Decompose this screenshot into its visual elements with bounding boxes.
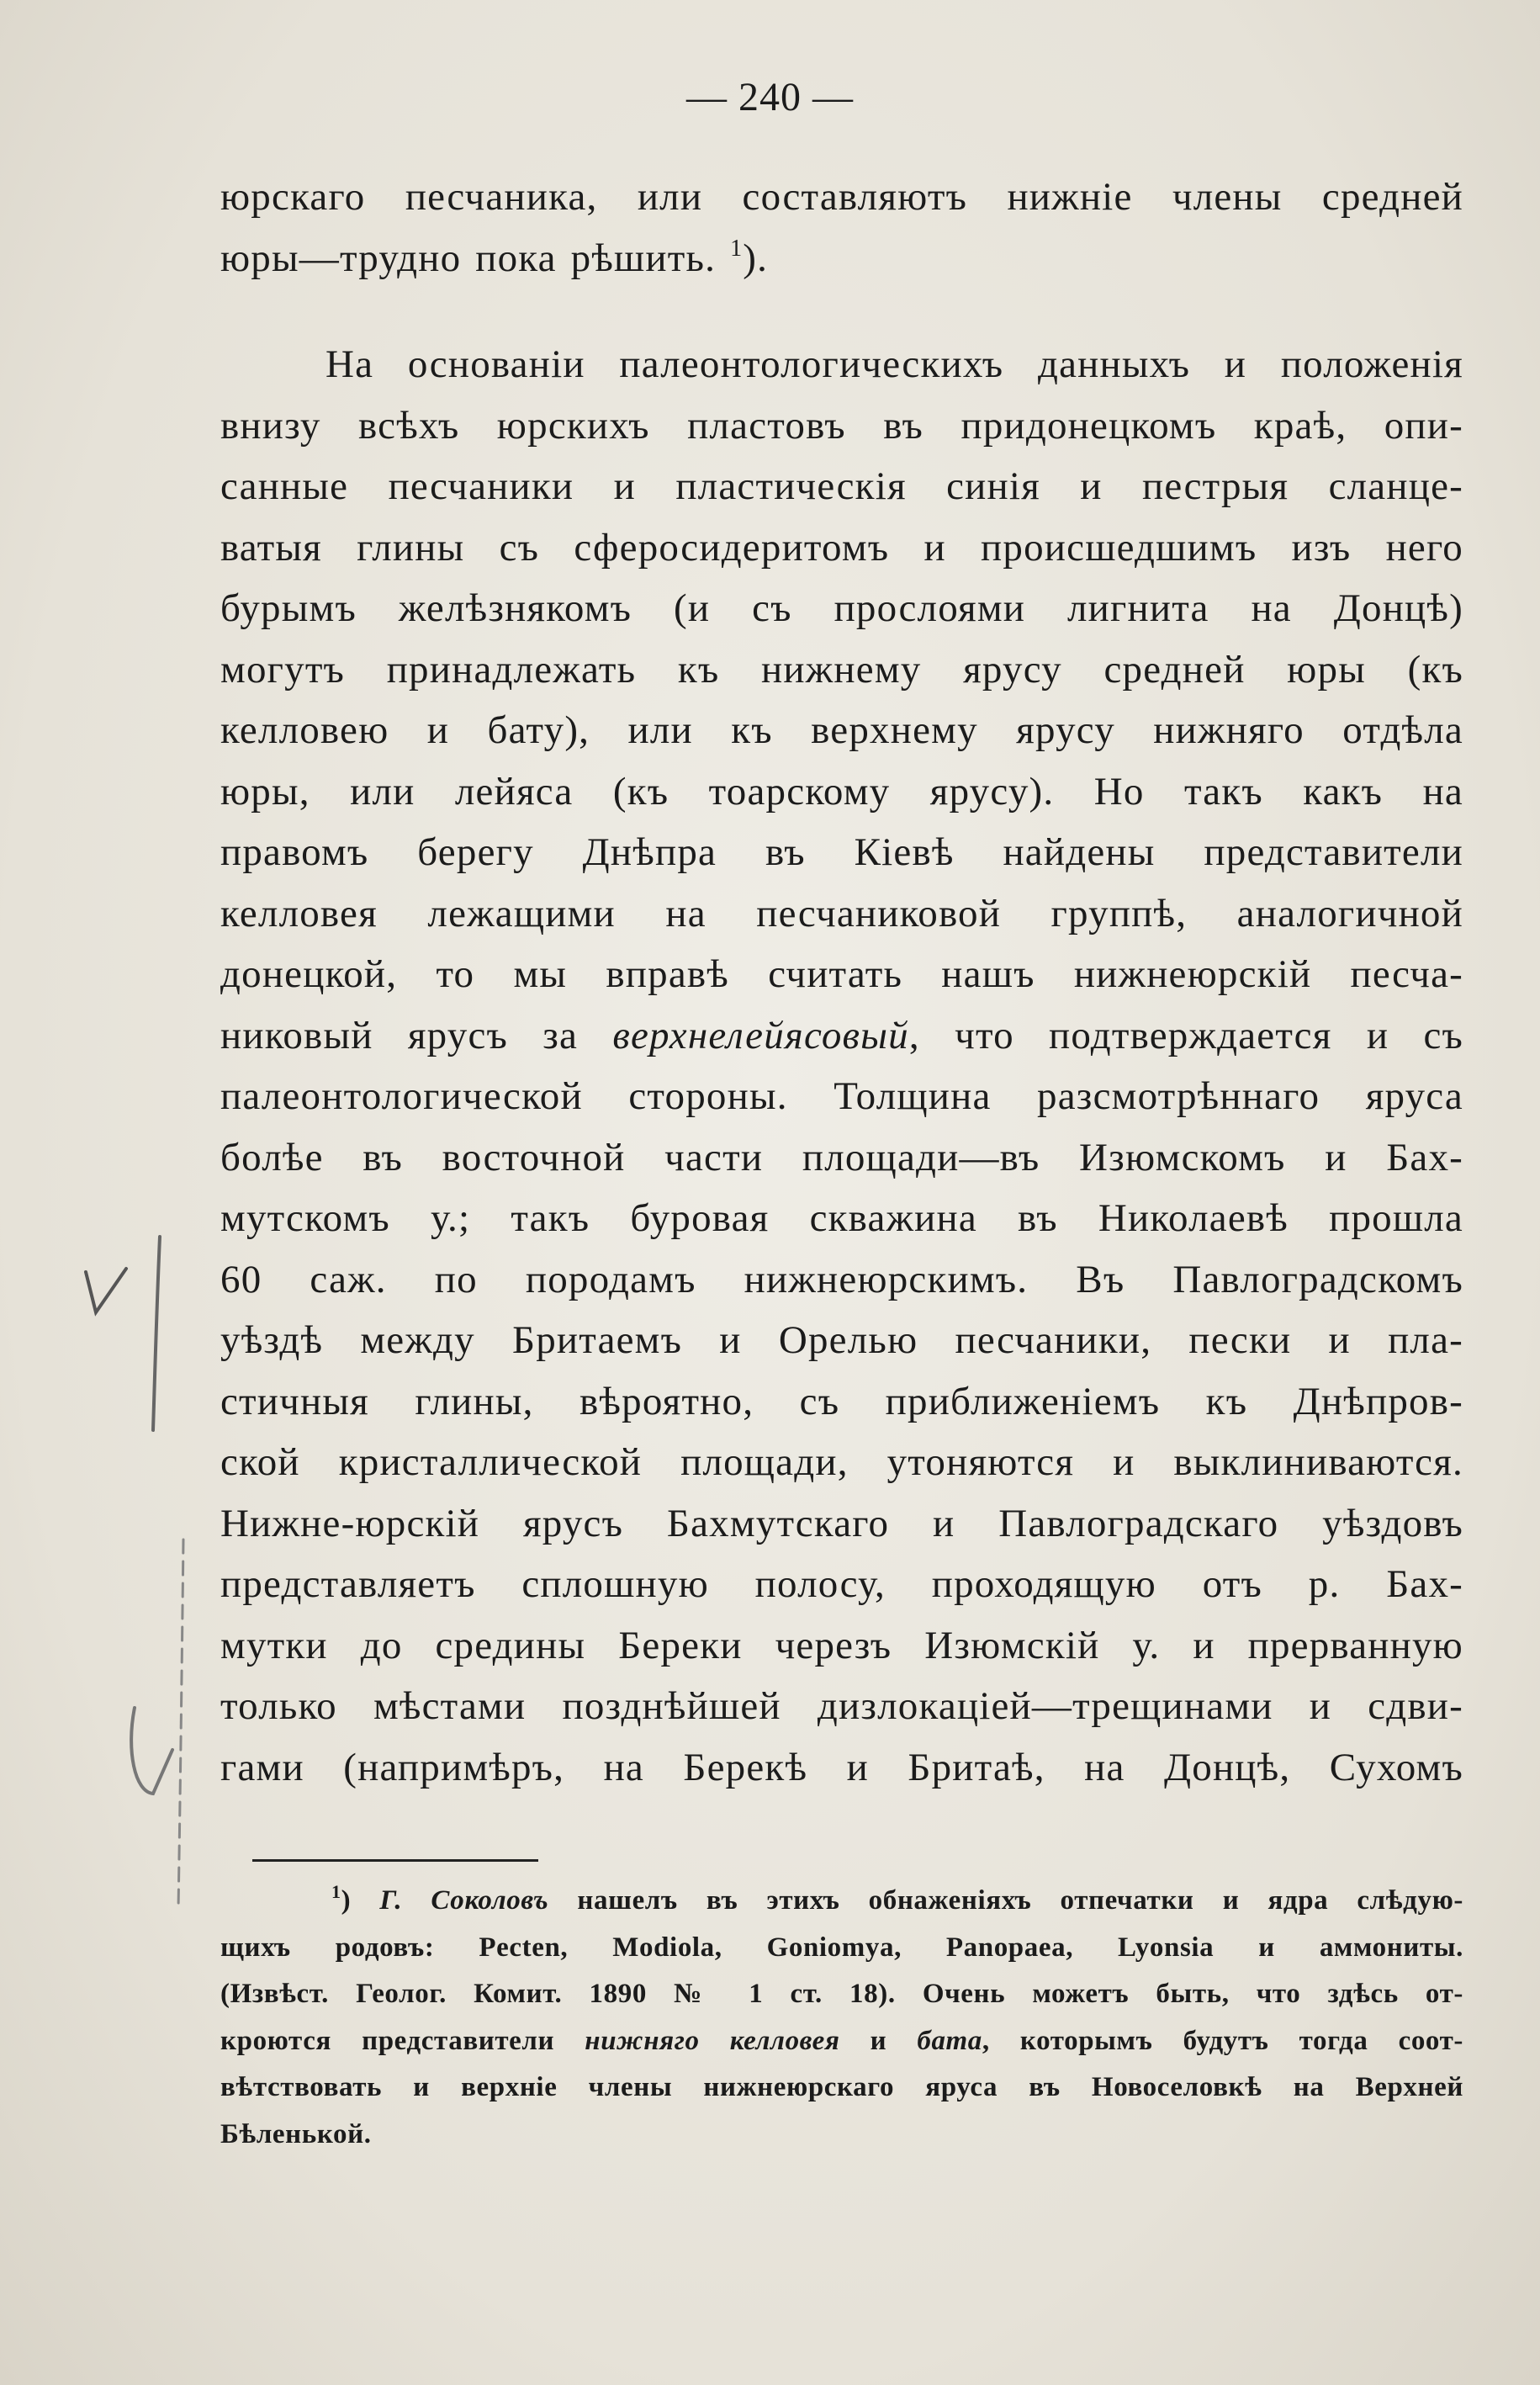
pencil-bracket-mark [131, 1708, 172, 1794]
pencil-margin-marks [0, 0, 252, 2385]
text-line: юры, или лейяса (къ тоарскому ярусу). Но такъ какъ на [220, 769, 1463, 814]
text-fragment: никовый ярусъ за [220, 1013, 579, 1057]
text-line: уѣздѣ между Бритаемъ и Орелью песчаники, пески и пла- [220, 1318, 1463, 1362]
text-line: мутки до средины Береки черезъ Изюмскій у. и прерванную [220, 1623, 1463, 1667]
text-line: 60 саж. по породамъ нижнеюрскимъ. Въ Павлоградскомъ [220, 1257, 1463, 1301]
text-line: только мѣстами позднѣйшей дизлокаціей—трещинами и сдви- [220, 1684, 1463, 1728]
text-line [220, 1005, 1463, 1067]
text-fragment: , которымъ будутъ тогда соот- [982, 2025, 1463, 2056]
text-line: ской кристаллической площади, утоняются и выклиниваются. [220, 1440, 1463, 1484]
text-fragment: нашелъ въ этихъ обнаженіяхъ отпечатки и ядра слѣдую- [577, 1885, 1463, 1916]
text-fragment: ). [743, 236, 769, 280]
text-fragment: юры—трудно пока рѣшить. [220, 236, 717, 280]
footnote-marker: 1 [331, 1881, 341, 1902]
pencil-checkmark-icon [86, 1269, 126, 1312]
text-line: ватыя глины съ сферосидеритомъ и происшедшимъ изъ него [220, 525, 1463, 570]
text-line: Нижне-юрскій ярусъ Бахмутскаго и Павлоградскаго уѣздовъ [220, 1501, 1463, 1545]
text-line: правомъ берегу Днѣпра въ Кіевѣ найдены представители [220, 830, 1463, 874]
text-line: могутъ принадлежать къ нижнему ярусу средней юры (къ [220, 647, 1463, 692]
text-line: юрскаго песчаника, или составляютъ нижніе члены средней [220, 175, 1463, 219]
footnote-marker-close: ) [341, 1885, 352, 1916]
text-line: санные песчаники и пластическія синія и пестрыя сланце- [220, 464, 1463, 508]
pencil-line-mark [178, 1540, 183, 1910]
paragraph-first-line: На основаніи палеонтологическихъ данныхъ и положенія [325, 342, 1463, 386]
text-line: болѣе въ восточной части площади—въ Изюмскомъ и Бах- [220, 1135, 1463, 1179]
text-line [220, 228, 1463, 289]
footnote-reference[interactable]: 1 [730, 235, 744, 262]
text-line: бурымъ желѣзнякомъ (и съ прослоями лигнита на Донцѣ) [220, 586, 1463, 630]
text-fragment: кроются представители [220, 2025, 555, 2056]
footnote-line: Бѣленькой. [220, 2118, 372, 2149]
text-line: палеонтологической стороны. Толщина разсмотрѣннаго яруса [220, 1074, 1463, 1118]
text-line: внизу всѣхъ юрскихъ пластовъ въ придонецкомъ краѣ, опи- [220, 403, 1463, 448]
footnote-line [220, 2018, 1463, 2065]
text-line: гами (напримѣръ, на Берекѣ и Бритаѣ, на Донцѣ, Сухомъ [220, 1745, 1463, 1789]
text-line: донецкой, то мы вправѣ считать нашъ нижнеюрскій песча- [220, 952, 1463, 996]
pencil-line-mark [153, 1237, 160, 1430]
text-line: мутскомъ у.; такъ буровая скважина въ Николаевѣ прошла [220, 1196, 1463, 1240]
italic-term: верхнелейясовый [612, 1013, 909, 1057]
footnote-author: Г. Соколовъ [379, 1885, 549, 1916]
italic-term: бата [917, 2025, 982, 2056]
footnote-line: (Извѣст. Геолог. Комит. 1890 № 1 ст. 18). Очень можетъ быть, что здѣсь от- [220, 1979, 1463, 2009]
text-line: стичныя глины, вѣроятно, съ приближеніемъ къ Днѣпров- [220, 1379, 1463, 1423]
body-text [220, 167, 1463, 1798]
footnote [220, 1878, 1463, 2158]
text-fragment: , что подтверждается и съ [908, 1013, 1464, 1057]
footnote-line: вѣтствовать и верхніе члены нижнеюрскаго яруса въ Новоселовкѣ на Верхней [220, 2072, 1463, 2102]
footnote-line: щихъ родовъ: Pecten, Modiola, Goniomya, Panopaea, Lyonsia и аммониты. [220, 1932, 1463, 1963]
text-line: представляетъ сплошную полосу, проходящую отъ р. Бах- [220, 1562, 1463, 1606]
footnote-line [220, 1878, 1463, 1925]
italic-term: нижняго келловея [585, 2025, 840, 2056]
footnote-separator [252, 1859, 538, 1862]
page-number: — 240 — [686, 75, 854, 119]
text-line: келловея лежащими на песчаниковой группѣ, аналогичной [220, 891, 1463, 935]
text-line: келловею и бату), или къ верхнему ярусу нижняго отдѣла [220, 708, 1463, 752]
text-fragment: и [870, 2025, 887, 2056]
